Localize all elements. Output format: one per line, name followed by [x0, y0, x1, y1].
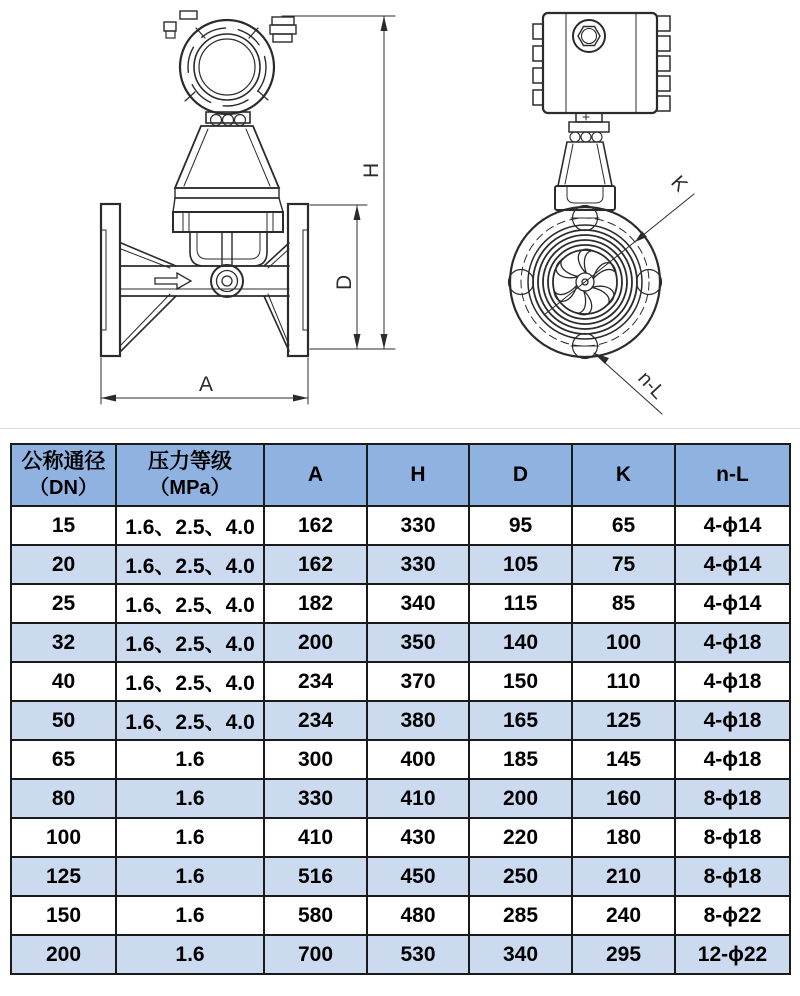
bonnet: [173, 188, 283, 232]
cell-mpa: 1.6、2.5、4.0: [116, 506, 264, 545]
cell-k: 240: [572, 896, 675, 935]
cell-k: 100: [572, 623, 675, 662]
connector: [569, 113, 609, 142]
cell-dn: 15: [11, 506, 116, 545]
cell-a: 182: [264, 584, 367, 623]
cell-nl: 4-ϕ14: [675, 506, 790, 545]
header-nL: n-L: [675, 444, 790, 506]
technical-drawing: [0, 0, 800, 430]
cell-k: 125: [572, 701, 675, 740]
cell-k: 145: [572, 740, 675, 779]
table-row: [11, 662, 790, 701]
cell-dn: 40: [11, 662, 116, 701]
header-D: D: [469, 444, 572, 506]
cell-a: 234: [264, 662, 367, 701]
cell-dn: 150: [11, 896, 116, 935]
cell-mpa: 1.6、2.5、4.0: [116, 584, 264, 623]
cell-d: 150: [469, 662, 572, 701]
cell-nl: 4-ϕ18: [675, 662, 790, 701]
right-flange: [288, 204, 308, 356]
table-row: [11, 779, 790, 818]
dim-label-H: H: [360, 162, 383, 178]
cell-k: 180: [572, 818, 675, 857]
side-neck: [555, 142, 615, 210]
cell-dn: 32: [11, 623, 116, 662]
header-A: A: [264, 444, 367, 506]
cell-nl: 4-ϕ18: [675, 701, 790, 740]
flow-arrow-icon: [155, 273, 191, 289]
cell-nl: 12-ϕ22: [675, 935, 790, 974]
table-row: [11, 818, 790, 857]
header-dn-unit: （DN）: [29, 476, 98, 499]
cell-k: 65: [572, 506, 675, 545]
cell-h: 410: [367, 779, 469, 818]
cell-dn: 65: [11, 740, 116, 779]
side-view: [509, 13, 695, 414]
cell-d: 200: [469, 779, 572, 818]
table-row: [11, 584, 790, 623]
cell-h: 340: [367, 584, 469, 623]
cell-mpa: 1.6: [116, 896, 264, 935]
cell-mpa: 1.6、2.5、4.0: [116, 701, 264, 740]
cell-d: 220: [469, 818, 572, 857]
cell-nl: 8-ϕ22: [675, 896, 790, 935]
header-dn-title: 公称通径: [21, 450, 106, 474]
cable-gland-icon: [270, 17, 296, 42]
dimension-spec-table: [10, 443, 791, 975]
cell-d: 140: [469, 623, 572, 662]
header-pressure-unit: （MPa）: [149, 476, 231, 499]
cell-nl: 8-ϕ18: [675, 779, 790, 818]
cell-h: 330: [367, 506, 469, 545]
cell-dn: 200: [11, 935, 116, 974]
sensor-boss: [211, 265, 243, 297]
cell-mpa: 1.6、2.5、4.0: [116, 662, 264, 701]
right-fins: [657, 16, 670, 111]
left-gland-icon: [164, 22, 176, 31]
front-view: [101, 11, 395, 404]
cell-mpa: 1.6: [116, 857, 264, 896]
union-nut: [206, 112, 250, 126]
dim-label-nL: n-L: [633, 367, 670, 404]
cell-a: 162: [264, 545, 367, 584]
cell-mpa: 1.6: [116, 935, 264, 974]
dim-label-A: A: [199, 373, 214, 396]
cell-a: 162: [264, 506, 367, 545]
table-row: [11, 896, 790, 935]
cell-mpa: 1.6、2.5、4.0: [116, 623, 264, 662]
header-pressure-title: 压力等级: [148, 450, 232, 474]
neck-cone: [175, 126, 279, 188]
table-row: [11, 506, 790, 545]
cell-d: 95: [469, 506, 572, 545]
table-row: [11, 857, 790, 896]
cell-h: 350: [367, 623, 469, 662]
cell-k: 295: [572, 935, 675, 974]
table-row: [11, 740, 790, 779]
cell-h: 430: [367, 818, 469, 857]
cell-k: 75: [572, 545, 675, 584]
cell-k: 160: [572, 779, 675, 818]
cell-h: 370: [367, 662, 469, 701]
cell-h: 480: [367, 896, 469, 935]
table-row: [11, 623, 790, 662]
header-H: H: [367, 444, 469, 506]
cell-mpa: 1.6: [116, 818, 264, 857]
dimension-H: [282, 16, 395, 349]
cell-mpa: 1.6: [116, 740, 264, 779]
cell-dn: 125: [11, 857, 116, 896]
cell-a: 300: [264, 740, 367, 779]
cell-mpa: 1.6、2.5、4.0: [116, 545, 264, 584]
cell-dn: 20: [11, 545, 116, 584]
cell-a: 200: [264, 623, 367, 662]
cell-d: 165: [469, 701, 572, 740]
header-K: K: [572, 444, 675, 506]
saddle: [190, 232, 267, 266]
housing: [533, 13, 670, 113]
cell-nl: 4-ϕ14: [675, 584, 790, 623]
sight-port: [573, 20, 605, 52]
cell-h: 400: [367, 740, 469, 779]
dim-label-D: D: [333, 274, 356, 290]
cell-a: 580: [264, 896, 367, 935]
cell-h: 380: [367, 701, 469, 740]
table-row: [11, 935, 790, 974]
cell-h: 450: [367, 857, 469, 896]
cell-a: 700: [264, 935, 367, 974]
header-dn: [11, 444, 116, 506]
cell-k: 210: [572, 857, 675, 896]
cell-d: 340: [469, 935, 572, 974]
header-pressure: [116, 444, 264, 506]
cell-nl: 4-ϕ14: [675, 545, 790, 584]
cell-dn: 100: [11, 818, 116, 857]
cell-nl: 4-ϕ18: [675, 740, 790, 779]
cell-a: 516: [264, 857, 367, 896]
cell-d: 285: [469, 896, 572, 935]
cell-d: 250: [469, 857, 572, 896]
cell-k: 110: [572, 662, 675, 701]
cell-dn: 25: [11, 584, 116, 623]
cell-mpa: 1.6: [116, 779, 264, 818]
cell-nl: 8-ϕ18: [675, 857, 790, 896]
table-row: [11, 545, 790, 584]
left-fins: [533, 24, 543, 105]
cell-d: 185: [469, 740, 572, 779]
dim-label-K: K: [666, 171, 692, 197]
cell-dn: 50: [11, 701, 116, 740]
cell-d: 115: [469, 584, 572, 623]
cell-a: 234: [264, 701, 367, 740]
flowmeter-dimension-drawing: [0, 0, 800, 430]
cell-dn: 80: [11, 779, 116, 818]
left-flange: [101, 204, 120, 356]
cell-a: 330: [264, 779, 367, 818]
table-row: [11, 701, 790, 740]
cell-h: 330: [367, 545, 469, 584]
transmitter-head: [164, 11, 296, 114]
section-divider: [0, 428, 800, 429]
cell-a: 410: [264, 818, 367, 857]
cell-d: 105: [469, 545, 572, 584]
cell-nl: 8-ϕ18: [675, 818, 790, 857]
table-header-row: [11, 444, 790, 506]
cell-nl: 4-ϕ18: [675, 623, 790, 662]
cell-h: 530: [367, 935, 469, 974]
cell-k: 85: [572, 584, 675, 623]
